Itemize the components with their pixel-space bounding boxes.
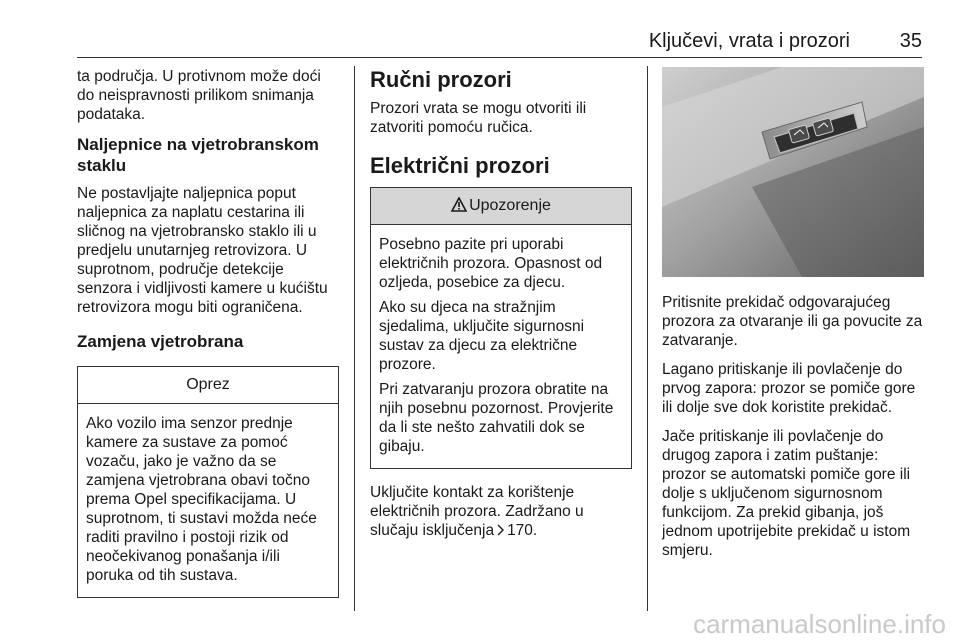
section-heading-zamjena: Zamjena vjetrobrana	[77, 332, 244, 351]
caution-text: Ako vozilo ima senzor prednje kamere za sustave za pomoć vozaču, jako je važno da se zamjena vjetrobrana obavi točno prema Opel specifikacijama. U suprotnom, ti sustavi možda neće raditi pravilno i postoji rizik od neočekivanog ponašanja i/ili poruka od tih sustava.	[86, 415, 317, 584]
column-3	[662, 67, 924, 570]
header-rule	[77, 57, 922, 58]
caution-title: Oprez	[78, 367, 338, 404]
section-heading-rucni: Ručni prozori	[370, 67, 512, 92]
kontakt-paragraph	[370, 483, 632, 541]
switch-instruction-1: Pritisnite prekidač odgovarajućeg prozora za otvaranje ili ga povucite za zatvaranje.	[662, 294, 923, 349]
watermark: carmanualsonline.info	[693, 609, 946, 639]
header-title: Ključevi, vrata i prozori	[648, 30, 850, 52]
column-2	[370, 67, 632, 551]
intro-paragraph: ta područja. U protivnom može doći do neispravnosti prilikom snimanja podataka.	[77, 68, 321, 123]
rucni-paragraph: Prozori vrata se mogu otvoriti ili zatvoriti pomoću ručica.	[370, 100, 587, 136]
section-heading-elektricni: Električni prozori	[370, 153, 550, 178]
warning-icon	[451, 190, 467, 226]
warning-text-3: Pri zatvaranju prozora obratite na njih posebnu pozornost. Provjerite da li ste nešto zahvatili dok se gibaju.	[379, 381, 614, 455]
kontakt-text: Uključite kontakt za korištenje električnih prozora. Zadržano u slučaju isključenja	[370, 484, 584, 539]
warning-box	[370, 187, 632, 469]
warning-title: Upozorenje	[469, 197, 551, 214]
caution-box	[77, 366, 339, 598]
window-switch-photo	[662, 67, 924, 277]
page-reference[interactable]: 170.	[507, 522, 538, 539]
page-number: 35	[899, 30, 922, 52]
column-1	[77, 67, 339, 598]
switch-instruction-3: Jače pritiskanje ili povlačenje do drugog zapora i zatim puštanje: prozor se automatski pomiče gore ili dolje s uključenom sigurnosnom funkcijom. Za prekid gibanja, još jednom upotrijebite prekidač u istom smjeru.	[662, 428, 911, 559]
warning-text-1: Posebno pazite pri uporabi električnih prozora. Opasnost od ozljeda, posebice za djecu.	[379, 236, 603, 291]
column-divider-2	[647, 66, 648, 611]
column-divider-1	[354, 66, 355, 611]
naljepnice-paragraph: Ne postavljajte naljepnica poput naljepnica za naplatu cestarina ili sličnog na vjetrobransko staklo ili u predjelu unutarnjeg retrovizora. U suprotnom, područje detekcije senzora i vidljivosti kamere u kućištu retrovizora mogu biti ograničena.	[77, 185, 328, 316]
switch-instruction-2: Lagano pritiskanje ili povlačenje do prvog zapora: prozor se pomiče gore ili dolje sve dok koristite prekidač.	[662, 361, 916, 416]
warning-text-2: Ako su djeca na stražnjim sjedalima, uključite sigurnosni sustav za djecu za električne prozore.	[379, 299, 585, 373]
page-reference-icon	[496, 522, 505, 541]
warning-header	[371, 188, 631, 225]
section-heading-naljepnice: Naljepnice na vjetrobranskom staklu	[77, 135, 319, 175]
